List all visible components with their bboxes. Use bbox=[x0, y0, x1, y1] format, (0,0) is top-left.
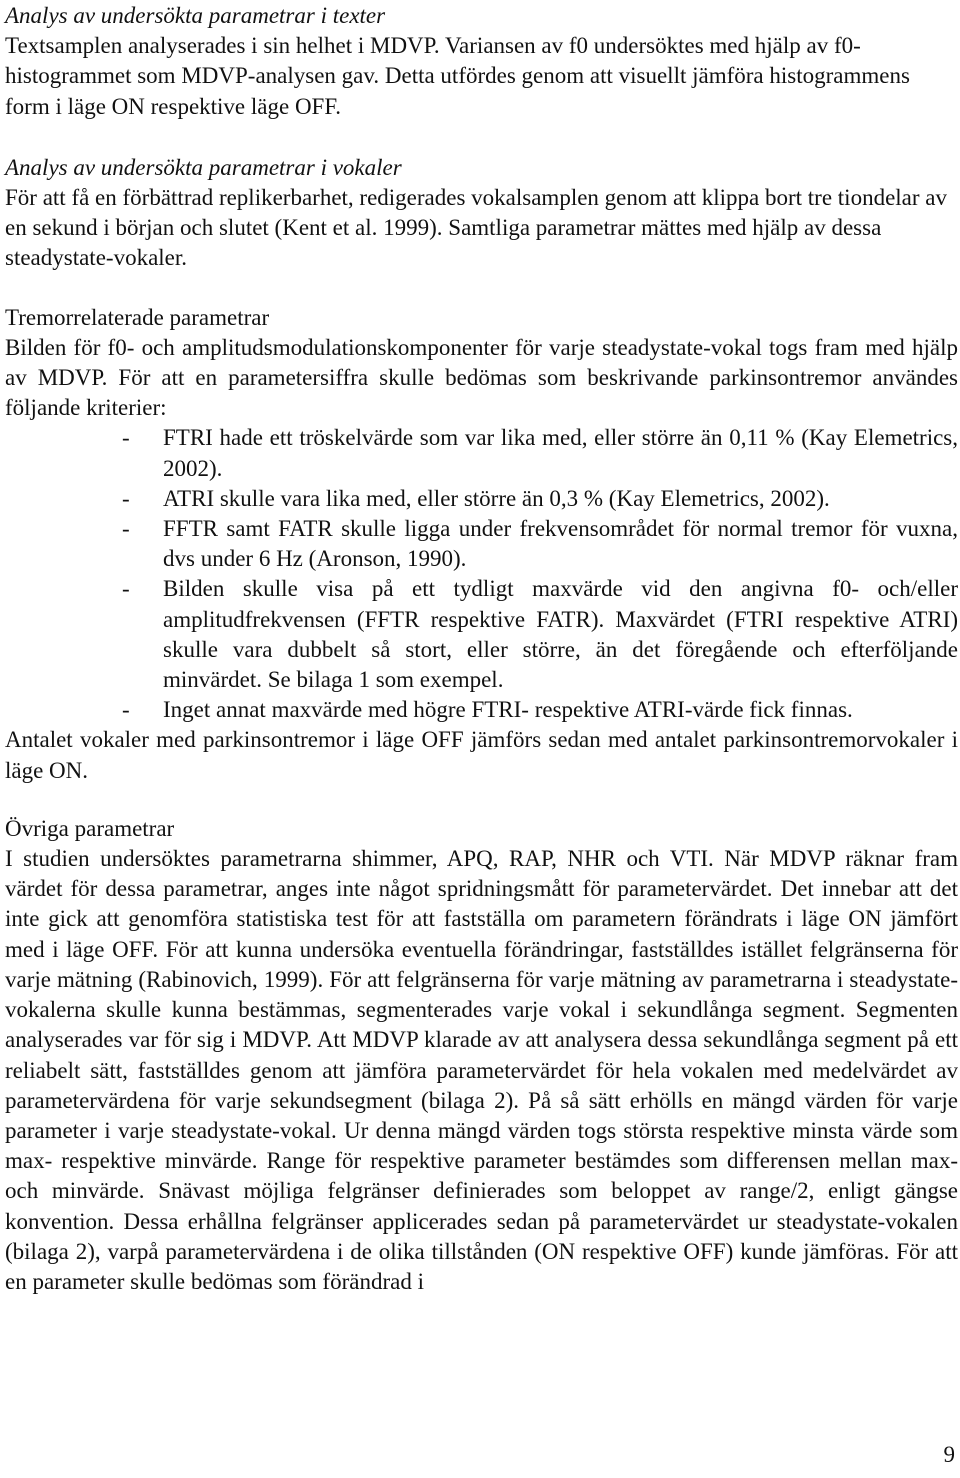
list-item bbox=[5, 514, 958, 574]
list-item-text: Inget annat maxvärde med högre FTRI- respektive ATRI-värde fick finnas. bbox=[163, 697, 853, 723]
list-item bbox=[5, 574, 958, 695]
list-item bbox=[5, 695, 958, 725]
list-item bbox=[5, 484, 958, 514]
list-item bbox=[5, 423, 958, 483]
section-tremor bbox=[5, 303, 958, 786]
document-page bbox=[5, 1, 958, 1297]
paragraph-texter: Textsamplen analyserades i sin helhet i MDVP. Variansen av f0 undersöktes med hjälp av f0-histogrammet som MDVP-analysen gav. Detta utfördes genom att visuellt jämföra histogrammens form i läge ON respektive läge OFF. bbox=[5, 33, 910, 119]
list-item-text: FTRI hade ett tröskelvärde som var lika med, eller större än 0,11 % (Kay Elemetrics, 2002). bbox=[163, 425, 958, 481]
list-item-text: ATRI skulle vara lika med, eller större än 0,3 % (Kay Elemetrics, 2002). bbox=[163, 485, 830, 511]
paragraph-tremor-outro: Antalet vokaler med parkinsontremor i läge OFF jämförs sedan med antalet parkinsontremorvokaler i läge ON. bbox=[5, 727, 958, 783]
list-dash: - bbox=[122, 516, 130, 542]
paragraph-ovriga: I studien undersöktes parametrarna shimmer, APQ, RAP, NHR och VTI. När MDVP räknar fram värdet för dessa parametrar, anges inte något spridningsmått för parametervärdet. Det innebar att det inte gick att genomföra statistiska test för att fastställa om parametern förändrats i läge ON jämfört med i läge OFF. För att kunna undersöka eventuella förändringar, fastställdes istället felgränserna för varje mätning (Rabinovich, 1999). För att felgränserna för varje mätning av parametrarna i steadystate-vokalerna skulle kunna bestämmas, segmenterades varje vokal i sekundlånga segment. Segmenten analyserades var för sig i MDVP. Att MDVP klarade av att analysera dessa sekundlånga segment på ett reliabelt sätt, fastställdes genom att jämföra parametervärdet för hela vokalen med medelvärdet av parametervärdena för varje sekundsegment (bilaga 2). På så sätt erhölls en mängd värden för varje parameter i varje steadystate-vokal. Ur denna mängd värden togs största respektive minsta värde som max- respektive minvärde. Range för respektive parameter bestämdes som differensen mellan max- och minvärde. Snävast möjliga felgränser definierades som beloppet av range/2, enligt gängse konvention. Dessa erhållna felgränser applicerades sedan på parametervärdet ur steadystate-vokalen (bilaga 2), varpå parametervärdena i de olika tillstånden (ON respektive OFF) kunde jämföras. För att en parameter skulle bedömas som förändrad i bbox=[5, 846, 958, 1294]
list-dash: - bbox=[122, 485, 130, 511]
list-dash: - bbox=[122, 576, 130, 602]
heading-analys-texter: Analys av undersökta parametrar i texter bbox=[5, 3, 386, 28]
list-item-text: Bilden skulle visa på ett tydligt maxvärde vid den angivna f0- och/eller amplitudfrekvensen (FFTR respektive FATR). Maxvärdet (FTRI respektive ATRI) skulle vara dubbelt så stort, eller större, än det föregående och efterföljande minvärdet. Se bilaga 1 som exempel. bbox=[163, 576, 958, 693]
section-texter bbox=[5, 1, 958, 122]
list-item-text: FFTR samt FATR skulle ligga under frekvensområdet för normal tremor för vuxna, dvs under 6 Hz (Aronson, 1990). bbox=[163, 516, 958, 572]
criteria-list bbox=[5, 423, 958, 725]
page-number: 9 bbox=[943, 1442, 955, 1467]
list-dash: - bbox=[122, 425, 130, 451]
paragraph-tremor-intro: Bilden för f0- och amplitudsmodulationskomponenter för varje steadystate-vokal togs fram med hjälp av MDVP. För att en parametersiffra skulle bedömas som beskrivande parkinsontremor användes följande kriterier: bbox=[5, 334, 958, 421]
paragraph-vokaler: För att få en förbättrad replikerbarhet, redigerades vokalsamplen genom att klippa bort tre tiondelar av en sekund i början och slutet (Kent et al. 1999). Samtliga parametrar mättes med hjälp av dessa steadystate-vokaler. bbox=[5, 185, 948, 271]
heading-ovriga-parametrar: Övriga parametrar bbox=[5, 815, 175, 841]
section-ovriga bbox=[5, 814, 958, 1297]
heading-analys-vokaler: Analys av undersökta parametrar i vokaler bbox=[5, 154, 402, 180]
heading-tremorrelaterade: Tremorrelaterade parametrar bbox=[5, 304, 270, 330]
section-vokaler bbox=[5, 153, 958, 274]
list-dash: - bbox=[122, 697, 130, 723]
